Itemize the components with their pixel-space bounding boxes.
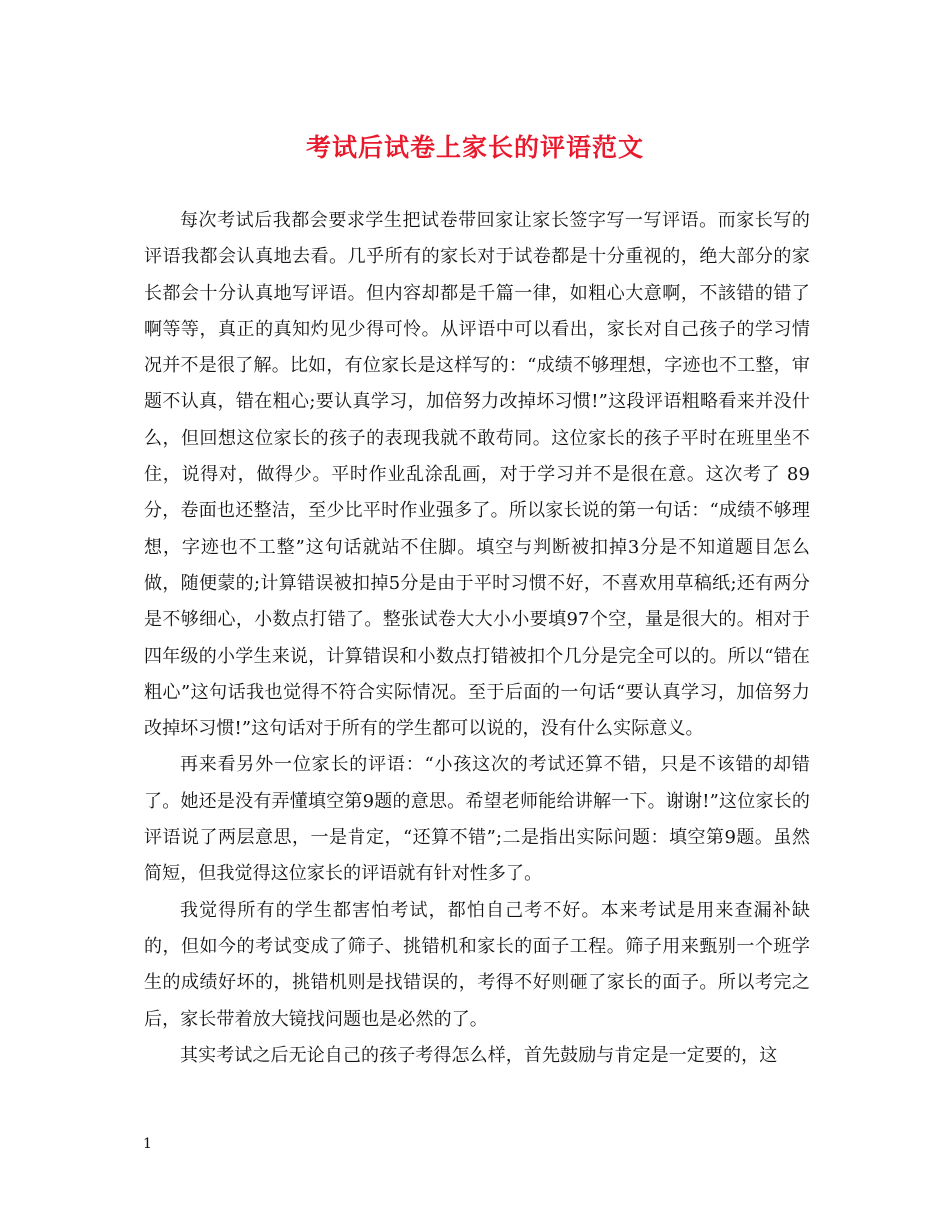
paragraph-4: 其实考试之后无论自己的孩子考得怎么样，首先鼓励与肯定是一定要的，这 bbox=[180, 1044, 778, 1066]
document-body bbox=[144, 203, 810, 1074]
paragraph-1: 每次考试后我都会要求学生把试卷带回家让家长签字写一写评语。而家长写的评语我都会认真地去看。几乎所有的家长对于试卷都是十分重视的，绝大部分的家长都会十分认真地写评语。但内容却都是千篇一律，如粗心大意啊，不該错的错了啊等等，真正的真知灼见少得可怜。从评语中可以看出，家长对自己孩子的学习情况并不是很了解。比如，有位家长是这样写的：“成绩不够理想，字迹也不工整，审题不认真，错在粗心;要认真学习，加倍努力改掉坏习惯!”这段评语粗略看来并没什么，但回想这位家长的孩子的表现我就不敢苟同。这位家长的孩子平时在班里坐不住，说得对，做得少。平时作业乱涂乱画，对于学习并不是很在意。这次考了 89分，卷面也还整洁，至少比平时作业强多了。所以家长说的第一句话：“成绩不够理想，字迹也不工整”这句话就站不住脚。填空与判断被扣掉3分是不知道题目怎么做，随便蒙的;计算错误被扣掉5分是由于平时习惯不好，不喜欢用草稿纸;还有两分是不够细心，小数点打错了。整张试卷大大小小要填97个空，量是很大的。相对于四年级的小学生来说，计算错误和小数点打错被扣个几分是完全可以的。所以“错在粗心”这句话我也觉得不符合实际情况。至于后面的一句话“要认真学习，加倍努力改掉坏习惯!”这句话对于所有的学生都可以说的，没有什么实际意义。 bbox=[144, 210, 810, 740]
page-number: 1 bbox=[143, 1136, 152, 1152]
document-title: 考试后试卷上家长的评语范文 bbox=[305, 133, 644, 162]
paragraph-2: 再来看另外一位家长的评语：“小孩这次的考试还算不错，只是不该错的却错了。她还是没有弄懂填空第9题的意思。希望老师能给讲解一下。谢谢!”这位家长的评语说了两层意思，一是肯定，“还算不错”;二是指出实际问题：填空第9题。虽然简短，但我觉得这位家长的评语就有针对性多了。 bbox=[144, 754, 810, 885]
paragraph-3: 我觉得所有的学生都害怕考试，都怕自己考不好。本来考试是用来查漏补缺的，但如今的考试变成了筛子、挑错机和家长的面子工程。筛子用来甄别一个班学生的成绩好坏的，挑错机则是找错误的，考得不好则砸了家长的面子。所以考完之后，家长带着放大镜找问题也是必然的了。 bbox=[144, 899, 810, 1030]
